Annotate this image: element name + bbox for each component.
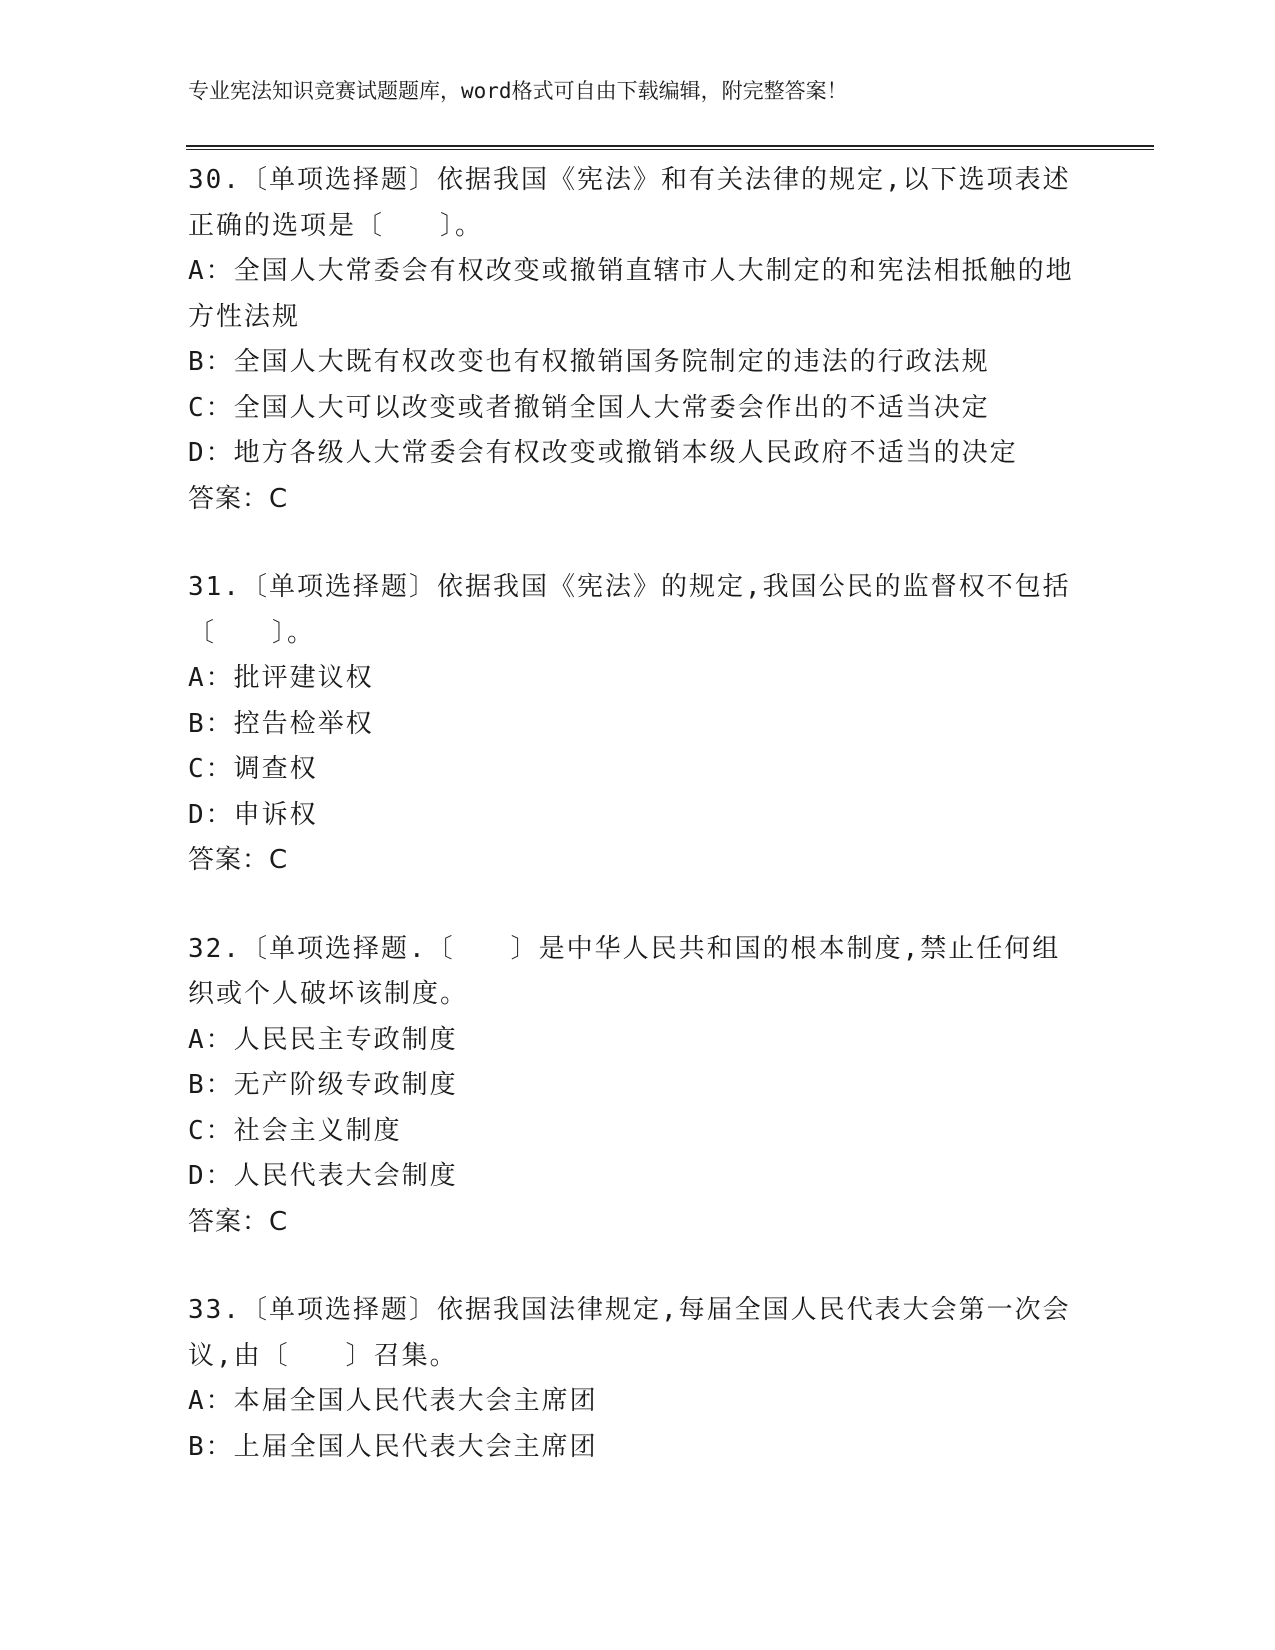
option-a: A：本届全国人民代表大会主席团 (188, 1386, 598, 1416)
header-divider (186, 145, 1154, 150)
question-stem: 32.〔单项选择题.〔 〕是中华人民共和国的根本制度,禁止任何组织或个人破坏该制度。 (188, 933, 1061, 1009)
option-a: A：人民民主专政制度 (188, 1024, 458, 1055)
page-header: 专业宪法知识竞赛试题题库，word格式可自由下载编辑，附完整答案！ (188, 79, 848, 103)
answer-label: 答案：C (188, 1206, 289, 1237)
question-32 (188, 927, 1088, 1246)
question-33 (188, 1288, 1088, 1470)
option-c: C：调查权 (188, 754, 318, 784)
option-d: D：申诉权 (188, 799, 318, 830)
option-b: B：无产阶级专政制度 (188, 1070, 458, 1100)
option-c: C：社会主义制度 (188, 1115, 402, 1146)
answer-label: 答案：C (188, 483, 289, 514)
option-a: A：全国人大常委会有权改变或撤销直辖市人大制定的和宪法相抵触的地方性法规 (188, 256, 1074, 332)
option-a: A：批评建议权 (188, 663, 374, 693)
option-b: B：控告检举权 (188, 708, 374, 739)
answer-label: 答案：C (188, 845, 289, 875)
option-b: B：上届全国人民代表大会主席团 (188, 1431, 598, 1462)
question-31 (188, 565, 1088, 884)
option-d: D：地方各级人大常委会有权改变或撤销本级人民政府不适当的决定 (188, 438, 1018, 468)
option-c: C：全国人大可以改变或者撤销全国人大常委会作出的不适当决定 (188, 392, 990, 423)
question-stem: 33.〔单项选择题〕依据我国法律规定,每届全国人民代表大会第一次会议,由〔 〕召集。 (188, 1295, 1071, 1371)
option-d: D：人民代表大会制度 (188, 1161, 458, 1191)
question-list (188, 158, 1088, 1513)
question-30 (188, 158, 1088, 522)
option-b: B：全国人大既有权改变也有权撤销国务院制定的违法的行政法规 (188, 347, 990, 377)
question-stem: 30.〔单项选择题〕依据我国《宪法》和有关法律的规定,以下选项表述正确的选项是〔 〕。 (188, 165, 1071, 241)
question-stem: 31.〔单项选择题〕依据我国《宪法》的规定,我国公民的监督权不包括〔 〕。 (188, 572, 1071, 648)
